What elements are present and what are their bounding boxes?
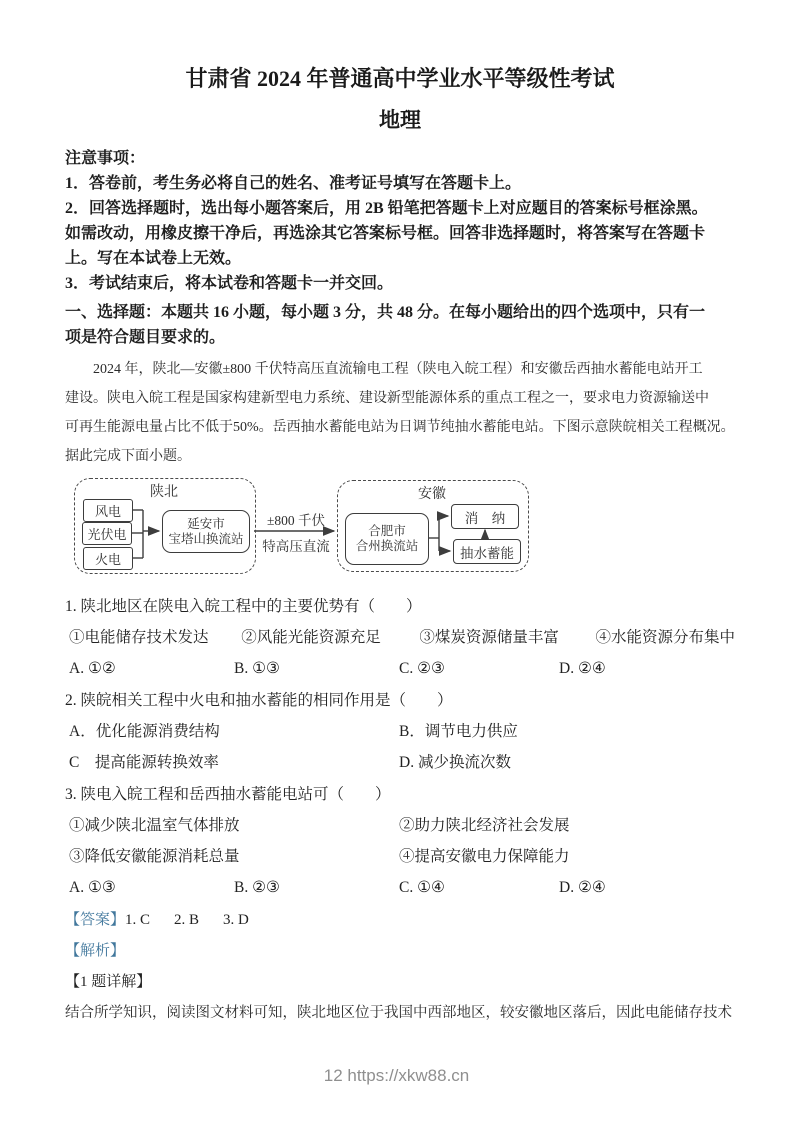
- answer-label: 【答案】: [65, 912, 126, 928]
- question-3-items-row-2: [65, 846, 735, 867]
- question-2-options-row-2: [65, 752, 735, 773]
- question-1-items: [65, 627, 735, 648]
- question-1-option-d: D. ②④: [559, 660, 606, 677]
- question-1-item-4: ④水能资源分布集中: [595, 629, 736, 646]
- hefei-converter-line-1: 合肥市: [368, 524, 406, 538]
- question-1-detail-text: 结合所学知识，阅读图文材料可知，陕北地区位于我国中西部地区，较安徽地区落后，因此电能储存技术: [65, 1005, 732, 1021]
- shaanbei-region-label: 陕北: [150, 485, 178, 500]
- question-1-option-c: C. ②③: [399, 660, 445, 677]
- passage-line-4: 据此完成下面小题。: [65, 449, 191, 464]
- anhui-region-label: 安徽: [418, 487, 446, 502]
- notice-item-2-line-1: 2．回答选择题时，选出每小题答案后，用 2B 铅笔把答题卡上对应题目的答案标号框涂黑。: [65, 200, 708, 217]
- question-3-item-1: ①减少陕北温室气体排放: [69, 817, 240, 834]
- question-1-item-2: ②风能光能资源充足: [241, 629, 381, 646]
- notice-item-3: 3．考试结束后，将本试卷和答题卡一并交回。: [65, 275, 394, 292]
- question-1-item-1: ①电能储存技术发达: [69, 629, 209, 646]
- page-footer: 12 https://xkw88.cn: [323, 1066, 470, 1085]
- answer-row: [65, 910, 735, 931]
- question-3-options: [65, 877, 735, 898]
- question-1-option-a: A. ①②: [69, 660, 116, 677]
- question-2-option-d: D. 减少换流次数: [399, 754, 511, 771]
- question-3-option-b: B. ②③: [234, 879, 280, 896]
- passage-line-1: 2024 年，陕北—安徽±800 千伏特高压直流输电工程（陕电入皖工程）和安徽岳西抽水蓄能电站开工: [93, 362, 703, 377]
- power-transmission-diagram: [65, 473, 605, 585]
- wind-power-box: 风电: [83, 499, 133, 522]
- question-3-option-c: C. ①④: [399, 879, 445, 896]
- notice-item-2-line-2: 如需改动，用橡皮擦干净后，再选涂其它答案标号框。回答非选择题时，将答案写在答题卡: [65, 225, 706, 242]
- hefei-converter-station-box: [345, 513, 429, 565]
- notice-item-1: 1．答卷前，考生务必将自己的姓名、准考证号填写在答题卡上。: [65, 175, 522, 192]
- question-3-item-4: ④提高安徽电力保障能力: [399, 848, 570, 865]
- analysis-label: 【解析】: [65, 943, 126, 959]
- section-heading-line-1: 一、选择题：本题共 16 小题，每小题 3 分，共 48 分。在每小题给出的四个选项中，只有一: [65, 304, 706, 321]
- answer-1: 1. C: [125, 912, 151, 928]
- yanan-converter-line-1: 延安市: [187, 516, 225, 531]
- question-2-options-row-1: [65, 721, 735, 742]
- notice-section: [65, 146, 735, 296]
- consumption-box: 消 纳: [451, 504, 519, 529]
- hefei-converter-line-2: 合州换流站: [355, 539, 419, 553]
- question-1-detail-label: 【1 题详解】: [65, 974, 152, 990]
- uhv-link-label-dc: 特高压直流: [262, 539, 330, 554]
- question-2-option-a: A．优化能源消费结构: [69, 723, 220, 740]
- passage-line-2: 建设。陕电入皖工程是国家构建新型电力系统、建设新型能源体系的重点工程之一，要求电力资源输送中: [65, 391, 709, 406]
- question-2-stem: 2. 陕皖相关工程中火电和抽水蓄能的相同作用是（ ）: [65, 692, 453, 709]
- question-3-item-2: ②助力陕北经济社会发展: [399, 817, 570, 834]
- question-1-stem: 1. 陕北地区在陕电入皖工程中的主要优势有（ ）: [65, 598, 422, 615]
- notice-item-2-line-3: 上。写在本试卷上无效。: [65, 250, 242, 267]
- yanan-converter-line-2: 宝塔山换流站: [168, 531, 244, 546]
- question-3-option-d: D. ②④: [559, 879, 606, 896]
- answer-3: 3. D: [223, 912, 249, 928]
- thermal-power-box: 火电: [83, 547, 133, 570]
- section-heading-line-2: 项是符合题目要求的。: [65, 329, 226, 346]
- uhv-link-label-kv: ±800 千伏: [266, 513, 326, 528]
- question-2-option-c: C 提高能源转换效率: [69, 754, 219, 771]
- question-1-options: [65, 658, 735, 679]
- reading-passage: [65, 355, 735, 471]
- page-title: 甘肃省 2024 年普通高中学业水平等级性考试: [185, 66, 615, 91]
- pumped-storage-box: 抽水蓄能: [453, 539, 521, 564]
- answer-2: 2. B: [174, 912, 200, 928]
- question-3-option-a: A. ①③: [69, 879, 116, 896]
- question-1-option-b: B. ①③: [234, 660, 280, 677]
- question-3-item-3: ③降低安徽能源消耗总量: [69, 848, 240, 865]
- question-3-stem: 3. 陕电入皖工程和岳西抽水蓄能电站可（ ）: [65, 786, 391, 803]
- question-1-item-3: ③煤炭资源储量丰富: [419, 629, 559, 646]
- solar-power-box: 光伏电: [82, 522, 132, 545]
- section-heading: [65, 300, 735, 350]
- passage-line-3: 可再生能源电量占比不低于50%。岳西抽水蓄能电站为日调节纯抽水蓄能电站。下图示意陕皖相关工程概况。: [65, 420, 735, 435]
- question-2-option-b: B．调节电力供应: [399, 723, 518, 740]
- yanan-converter-station-box: [162, 510, 250, 553]
- notice-heading: 注意事项：: [65, 150, 146, 167]
- question-3-items-row-1: [65, 815, 735, 836]
- subject-title: 地理: [379, 108, 421, 132]
